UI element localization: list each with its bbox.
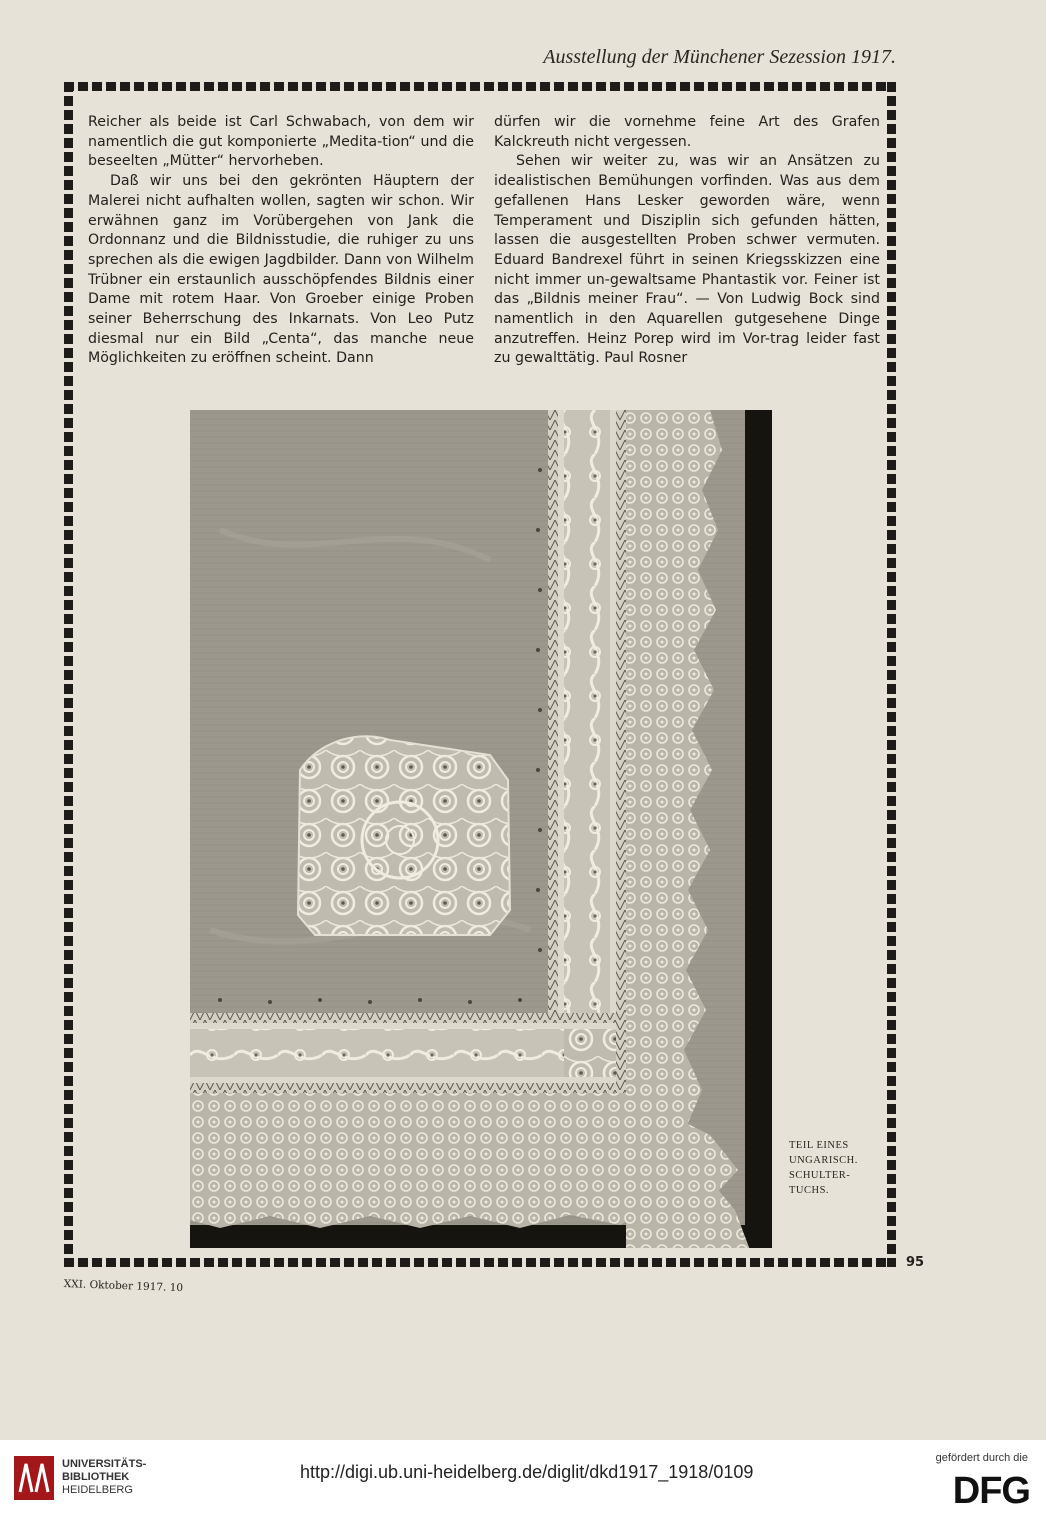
permalink[interactable]: http://digi.ub.uni-heidelberg.de/diglit/dkd1917_1918/0109: [300, 1462, 754, 1482]
text-column-right: [494, 113, 880, 369]
lace-shawl-photograph: [190, 410, 772, 1248]
paragraph: Daß wir uns bei den gekrönten Häuptern der Malerei nicht aufhalten wollen, sagten wir schon. Wir erwähnen ganz im Vorübergehen von Jank die Ordonnanz und die Bildnisstudie, die ruhiger zu uns sprechen als die ewigen Jagdbilder. Dann von Wilhelm Trübner ein erstaunlich ausschöpfendes Bildnis einer Dame mit rotem Haar. Von Groeber einige Proben seiner Beherrschung des Inkarnats. Von Leo Putz diesmal nur ein Bild „Centa“, das manche neue Möglichkeiten zu eröffnen scheint. Dann: [88, 173, 474, 367]
paragraph: dürfen wir die vornehme feine Art des Grafen Kalckreuth nicht vergessen.: [494, 114, 880, 150]
library-name-line: HEIDELBERG: [62, 1484, 133, 1496]
library-name-line: UNIVERSITÄTS-: [62, 1458, 147, 1470]
funder-label: gefördert durch die: [935, 1452, 1028, 1464]
frame-bottom-border: [64, 1258, 896, 1267]
paragraph: Reicher als beide ist Carl Schwabach, von dem wir namentlich die gut komponierte „Medita-tion“ und die beseelten „Mütter“ hervorheben.: [88, 114, 474, 170]
frame-right-border: [887, 82, 896, 1267]
caption-line: TEIL EINES: [789, 1140, 849, 1151]
caption-line: SCHULTER-: [789, 1170, 851, 1181]
lace-shawl-illustration: [190, 410, 772, 1248]
dfg-logo: DFG: [952, 1470, 1030, 1512]
university-library-logo-icon: [12, 1454, 56, 1502]
library-name: [62, 1458, 146, 1497]
frame-top-border: [64, 82, 896, 91]
library-name-line: BIBLIOTHEK: [62, 1471, 130, 1483]
paragraph: Sehen wir weiter zu, was wir an Ansätzen zu idealistischen Bemühungen vorfinden. Was aus dem gefallenen Hans Lesker geworden wäre, wenn Temperament und Disziplin sich gefunden hätten, lassen die ausgestellten Proben schwer vermuten. Eduard Bandrexel führt in seinen Kriegsskizzen eine nicht immer un-gewaltsame Phantastik vor. Feiner ist das „Bildnis meiner Frau“. — Von Ludwig Bock sind namentlich in den Aquarellen gutgesehene Dinge anzutreffen. Heinz Porep wird im Vor-trag leider fast zu gewalttätig. Paul Rosner: [494, 153, 880, 367]
page-number: 95: [906, 1255, 925, 1270]
figure-caption: [789, 1138, 858, 1198]
digitization-footer: [0, 1440, 1046, 1517]
printer-signature: XXI. Oktober 1917. 10: [63, 1278, 184, 1295]
running-head: Ausstellung der Münchener Sezession 1917.: [543, 46, 896, 68]
frame-left-border: [64, 82, 73, 1267]
text-column-left: [88, 113, 474, 369]
caption-line: UNGARISCH.: [789, 1155, 858, 1166]
caption-line: TUCHS.: [789, 1185, 830, 1196]
